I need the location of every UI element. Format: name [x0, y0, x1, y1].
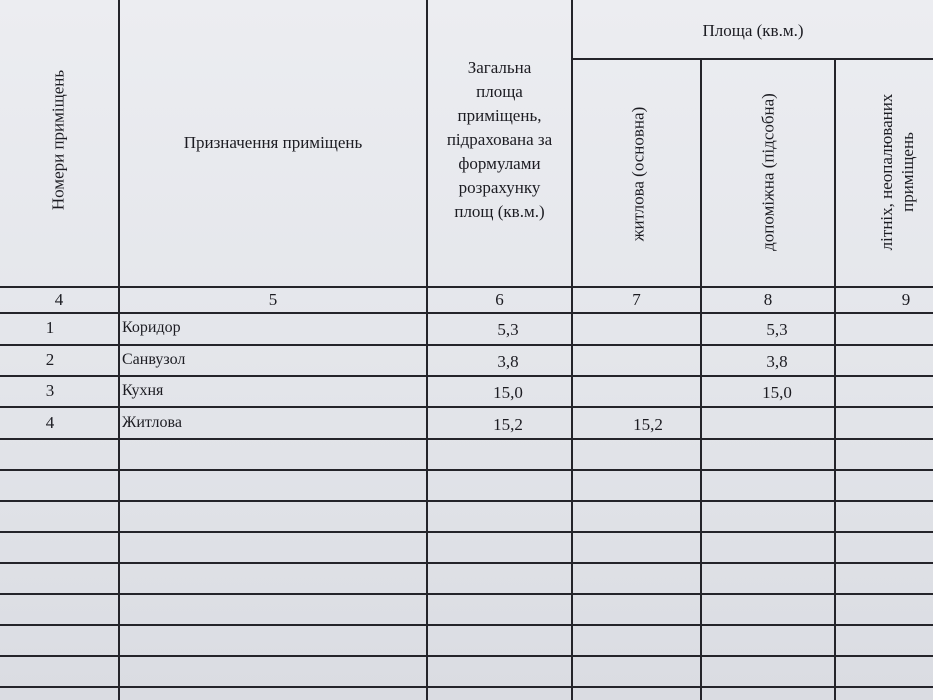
- column-number: 5: [268, 290, 278, 309]
- grid-hline: [0, 375, 933, 377]
- header-total-area-line: площ (кв.м.): [454, 202, 545, 221]
- room-purpose: Санвузол: [122, 351, 186, 368]
- header-total-area-line: приміщень,: [457, 106, 542, 125]
- header-room-numbers: Номери приміщень: [48, 69, 68, 211]
- grid-hline: [0, 344, 933, 346]
- grid-hline: [0, 286, 933, 288]
- column-number: 4: [54, 290, 64, 309]
- header-total-area-line: Загальна: [467, 58, 532, 77]
- room-purpose: Житлова: [122, 414, 182, 431]
- grid-hline: [0, 406, 933, 408]
- header-auxiliary-area: допоміжна (підсобна): [758, 93, 778, 251]
- header-summer-unheated-line: приміщень: [898, 132, 917, 212]
- grid-hline: [0, 469, 933, 471]
- room-number: 3: [45, 381, 55, 400]
- room-living-area: 15,2: [633, 415, 663, 434]
- grid-vline: [571, 0, 573, 700]
- header-total-area-line: формулами: [458, 154, 541, 173]
- grid-vline: [834, 60, 836, 700]
- header-room-purpose: Призначення приміщень: [183, 133, 363, 152]
- room-total-area: 15,0: [493, 383, 523, 402]
- grid-hline: [0, 624, 933, 626]
- header-summer-unheated: [876, 94, 918, 251]
- grid-hline: [0, 562, 933, 564]
- room-purpose: Кухня: [122, 382, 164, 399]
- grid-hline: [0, 593, 933, 595]
- room-number: 2: [45, 350, 55, 369]
- room-purpose: Коридор: [122, 319, 181, 336]
- grid-vline: [700, 60, 702, 700]
- column-number: 7: [632, 290, 641, 309]
- column-number: 8: [763, 290, 773, 309]
- grid-hline: [0, 500, 933, 502]
- header-total-area: [428, 56, 571, 224]
- column-number: 6: [495, 290, 504, 309]
- grid-hline: [0, 686, 933, 688]
- room-auxiliary-area: 15,0: [762, 383, 792, 402]
- grid-hline: [0, 438, 933, 440]
- header-total-area-line: площа: [476, 82, 523, 101]
- header-total-area-line: підрахована за: [446, 130, 553, 149]
- header-summer-unheated-line: літніх, неопалюваних: [877, 93, 896, 251]
- grid-hline: [0, 531, 933, 533]
- grid-hline: [0, 655, 933, 657]
- room-total-area: 3,8: [497, 352, 519, 371]
- grid-hline: [0, 312, 933, 314]
- room-number: 4: [45, 413, 55, 432]
- room-auxiliary-area: 5,3: [766, 320, 788, 339]
- room-number: 1: [45, 318, 55, 337]
- header-living-area: житлова (основна): [628, 106, 648, 242]
- room-total-area: 15,2: [493, 415, 523, 434]
- grid-hline: [571, 58, 933, 60]
- room-total-area: 5,3: [497, 320, 519, 339]
- room-auxiliary-area: 3,8: [766, 352, 788, 371]
- column-number: 9: [901, 290, 911, 309]
- header-area-group: Площа (кв.м.): [702, 21, 804, 40]
- grid-vline: [118, 0, 120, 700]
- header-total-area-line: розрахунку: [458, 178, 541, 197]
